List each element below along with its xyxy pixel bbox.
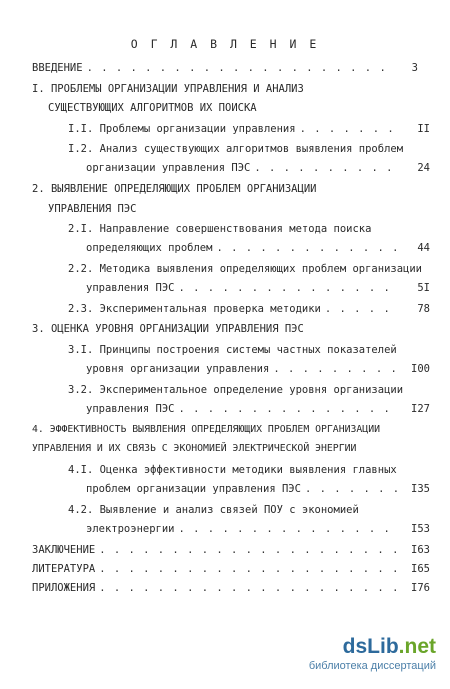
- toc-leader-dots: [179, 522, 400, 536]
- toc-entry-text: 2. ВЫЯВЛЕНИЕ ОПРЕДЕЛЯЮЩИХ ПРОБЛЕМ ОРГАНИЗАЦИИ: [32, 183, 317, 195]
- toc-entry-text: управления ПЭС: [86, 282, 175, 294]
- dslib-subtitle: библиотека диссертаций: [308, 660, 436, 672]
- toc-entry: [32, 562, 430, 576]
- toc-entry: [68, 383, 430, 397]
- toc-entry: [68, 503, 430, 517]
- toc-entry-text: 2.I. Направление совершенствования метода поиска: [68, 223, 372, 235]
- toc-entry-text: 3.I. Принципы построения системы частных показателей: [68, 344, 397, 356]
- toc-entry-text: 4.2. Выявление и анализ связей ПОУ с экономией: [68, 504, 359, 516]
- toc-entry: [32, 581, 430, 595]
- toc-entry-text: 2.3. Экспериментальная проверка методики: [68, 303, 321, 315]
- toc-entry: [32, 423, 436, 437]
- toc-page-number: I00: [411, 363, 430, 375]
- dslib-logo: [286, 636, 436, 658]
- toc-entry: [68, 222, 430, 236]
- toc-entry-text: ЗАКЛЮЧЕНИЕ: [32, 544, 96, 556]
- toc-entry-text: электроэнергии: [86, 523, 175, 535]
- toc-page-number: I63: [411, 544, 430, 556]
- toc-entry: [48, 101, 428, 115]
- toc-leader-dots: [179, 402, 400, 416]
- toc-entry-text: 4.I. Оценка эффективности методики выявления главных: [68, 464, 397, 476]
- toc-leader-dots: [325, 302, 400, 316]
- toc-entry-text: I.2. Анализ существующих алгоритмов выявления проблем: [68, 143, 404, 155]
- toc-entry-text: СУЩЕСТВУЮЩИХ АЛГОРИТМОВ ИХ ПОИСКА: [48, 102, 257, 114]
- toc-leader-dots: [273, 362, 400, 376]
- toc-entry: [32, 61, 418, 75]
- toc-page-number: I27: [411, 403, 430, 415]
- toc-entry: [32, 442, 436, 456]
- toc-leader-dots: [254, 161, 400, 175]
- toc-page-number: 44: [417, 242, 430, 254]
- toc-entry: [68, 122, 430, 136]
- toc-page-number: II: [417, 123, 430, 135]
- toc-leader-dots: [300, 122, 400, 136]
- toc-entry: [86, 402, 430, 416]
- toc-leader-dots: [99, 562, 400, 576]
- toc-page-number: 3: [411, 62, 418, 74]
- logo-main: dsLib: [342, 635, 399, 658]
- toc-entry: [86, 482, 430, 496]
- toc-entry-text: I. ПРОБЛЕМЫ ОРГАНИЗАЦИИ УПРАВЛЕНИЯ И АНАЛИЗ: [32, 83, 304, 95]
- toc-entry: [32, 82, 432, 96]
- toc-entry: [86, 161, 430, 175]
- toc-page-number: 5I: [417, 282, 430, 294]
- toc-entry-text: определяющих проблем: [86, 242, 213, 254]
- toc-page-number: I76: [411, 582, 430, 594]
- toc-entry-text: УПРАВЛЕНИЯ И ИХ СВЯЗЬ С ЭКОНОМИЕЙ ЭЛЕКТРИЧЕСКОЙ ЭНЕРГИИ: [32, 443, 357, 454]
- toc-entry: [86, 241, 430, 255]
- toc-entry-text: 4. ЭФФЕКТИВНОСТЬ ВЫЯВЛЕНИЯ ОПРЕДЕЛЯЮЩИХ ПРОБЛЕМ ОРГАНИЗАЦИИ: [32, 424, 380, 435]
- logo-tld: .net: [398, 635, 436, 658]
- toc-leader-dots: [99, 581, 400, 595]
- toc-entry-text: организации управления ПЭС: [86, 162, 251, 174]
- toc-leader-dots: [305, 482, 400, 496]
- toc-page-number: 78: [417, 303, 430, 315]
- toc-entry-text: ВВЕДЕНИЕ: [32, 62, 83, 74]
- toc-entry-text: 3.2. Экспериментальное определение уровня организации: [68, 384, 404, 396]
- toc-entry: [68, 262, 430, 276]
- toc-entry: [68, 343, 430, 357]
- toc-entry: [86, 281, 430, 295]
- toc-leader-dots: [179, 281, 400, 295]
- toc-entry: [86, 522, 430, 536]
- toc-entry: [48, 202, 428, 216]
- toc-entry: [32, 322, 432, 336]
- toc-entry-text: 3. ОЦЕНКА УРОВНЯ ОРГАНИЗАЦИИ УПРАВЛЕНИЯ ПЭС: [32, 323, 304, 335]
- toc-entry-text: ПРИЛОЖЕНИЯ: [32, 582, 96, 594]
- toc-entry: [32, 543, 430, 557]
- toc-page-number: I35: [411, 483, 430, 495]
- toc-entry: [68, 463, 430, 477]
- toc-leader-dots: [216, 241, 400, 255]
- toc-page-number: I53: [411, 523, 430, 535]
- toc-entry: [32, 182, 432, 196]
- toc-leader-dots: [87, 61, 388, 75]
- toc-entry: [68, 302, 430, 316]
- toc-leader-dots: [99, 543, 400, 557]
- toc-page-number: I65: [411, 563, 430, 575]
- dslib-watermark[interactable]: [286, 636, 436, 672]
- toc-entry-text: проблем организации управления ПЭС: [86, 483, 301, 495]
- toc-page-number: 24: [417, 162, 430, 174]
- toc-entry-text: управления ПЭС: [86, 403, 175, 415]
- toc-entry-text: ЛИТЕРАТУРА: [32, 563, 96, 575]
- toc-entry-text: УПРАВЛЕНИЯ ПЭС: [48, 203, 137, 215]
- toc-entry-text: уровня организации управления: [86, 363, 270, 375]
- toc-entry: [86, 362, 430, 376]
- toc-entry-text: I.I. Проблемы организации управления: [68, 123, 296, 135]
- page-title: О Г Л А В Л Е Н И Е: [130, 37, 320, 51]
- toc-entry-text: 2.2. Методика выявления определяющих проблем организации: [68, 263, 423, 275]
- toc-entry: [68, 142, 430, 156]
